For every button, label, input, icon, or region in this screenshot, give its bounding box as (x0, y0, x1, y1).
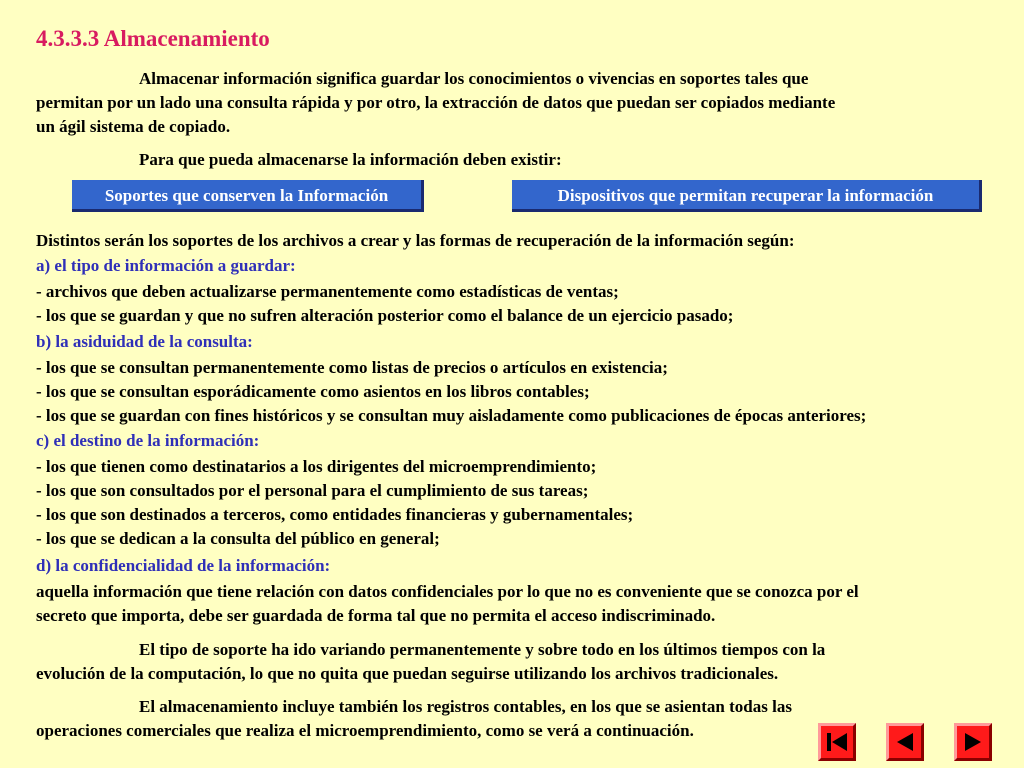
section-c-item: - los que tienen como destinatarios a los dirigentes del microemprendimiento; (36, 457, 597, 476)
section-a-heading: a) el tipo de información a guardar: (36, 256, 296, 275)
previous-slide-icon (889, 726, 921, 758)
section-b-item: - los que se guardan con fines históricos y se consultan muy aisladamente como publicaciones de épocas anteriores; (36, 406, 867, 425)
section-c-item: - los que se dedican a la consulta del público en general; (36, 529, 440, 548)
soporte-line-1: El tipo de soporte ha ido variando permanentemente y sobre todo en los últimos tiempos con la (139, 640, 826, 659)
section-b-item: - los que se consultan permanentemente como listas de precios o artículos en existencia; (36, 358, 668, 377)
intro-line-3: un ágil sistema de copiado. (36, 117, 231, 136)
section-c-item: - los que son consultados por el personal para el cumplimiento de sus tareas; (36, 481, 589, 500)
section-d-heading: d) la confidencialidad de la información: (36, 556, 331, 575)
intro-line-2: permitan por un lado una consulta rápida y por otro, la extracción de datos que puedan ser copiados mediante (36, 93, 836, 112)
section-a-item: - los que se guardan y que no sufren alteración posterior como el balance de un ejercicio pasado; (36, 306, 734, 325)
first-slide-icon (821, 726, 853, 758)
registros-line-1: El almacenamiento incluye también los registros contables, en los que se asientan todas las (139, 697, 792, 716)
box-dispositivos: Dispositivos que permitan recuperar la información (512, 180, 982, 212)
section-a-item: - archivos que deben actualizarse permanentemente como estadísticas de ventas; (36, 282, 619, 301)
section-d-line-1: aquella información que tiene relación con datos confidenciales por lo que no es conveniente que se conozca por el (36, 582, 859, 601)
section-c-heading: c) el destino de la información: (36, 431, 260, 450)
box-soportes: Soportes que conserven la Información (72, 180, 424, 212)
page-title: 4.3.3.3 Almacenamiento (36, 26, 270, 51)
registros-line-2: operaciones comerciales que realiza el microemprendimiento, como se verá a continuación. (36, 721, 694, 740)
intro-line-1: Almacenar información significa guardar los conocimientos o vivencias en soportes tales que (139, 69, 809, 88)
next-slide-button[interactable] (954, 723, 992, 761)
section-c-item: - los que son destinados a terceros, como entidades financieras y gubernamentales; (36, 505, 634, 524)
previous-slide-button[interactable] (886, 723, 924, 761)
section-d-line-2: secreto que importa, debe ser guardada de forma tal que no permita el acceso indiscriminado. (36, 606, 716, 625)
first-slide-button[interactable] (818, 723, 856, 761)
soporte-line-2: evolución de la computación, lo que no quita que puedan seguirse utilizando los archivos tradicionales. (36, 664, 779, 683)
section-b-heading: b) la asiduidad de la consulta: (36, 332, 253, 351)
distintos-text: Distintos serán los soportes de los archivos a crear y las formas de recuperación de la información según: (36, 231, 795, 250)
next-slide-icon (957, 726, 989, 758)
must-exist-text: Para que pueda almacenarse la información deben existir: (139, 150, 562, 169)
section-b-item: - los que se consultan esporádicamente como asientos en los libros contables; (36, 382, 590, 401)
